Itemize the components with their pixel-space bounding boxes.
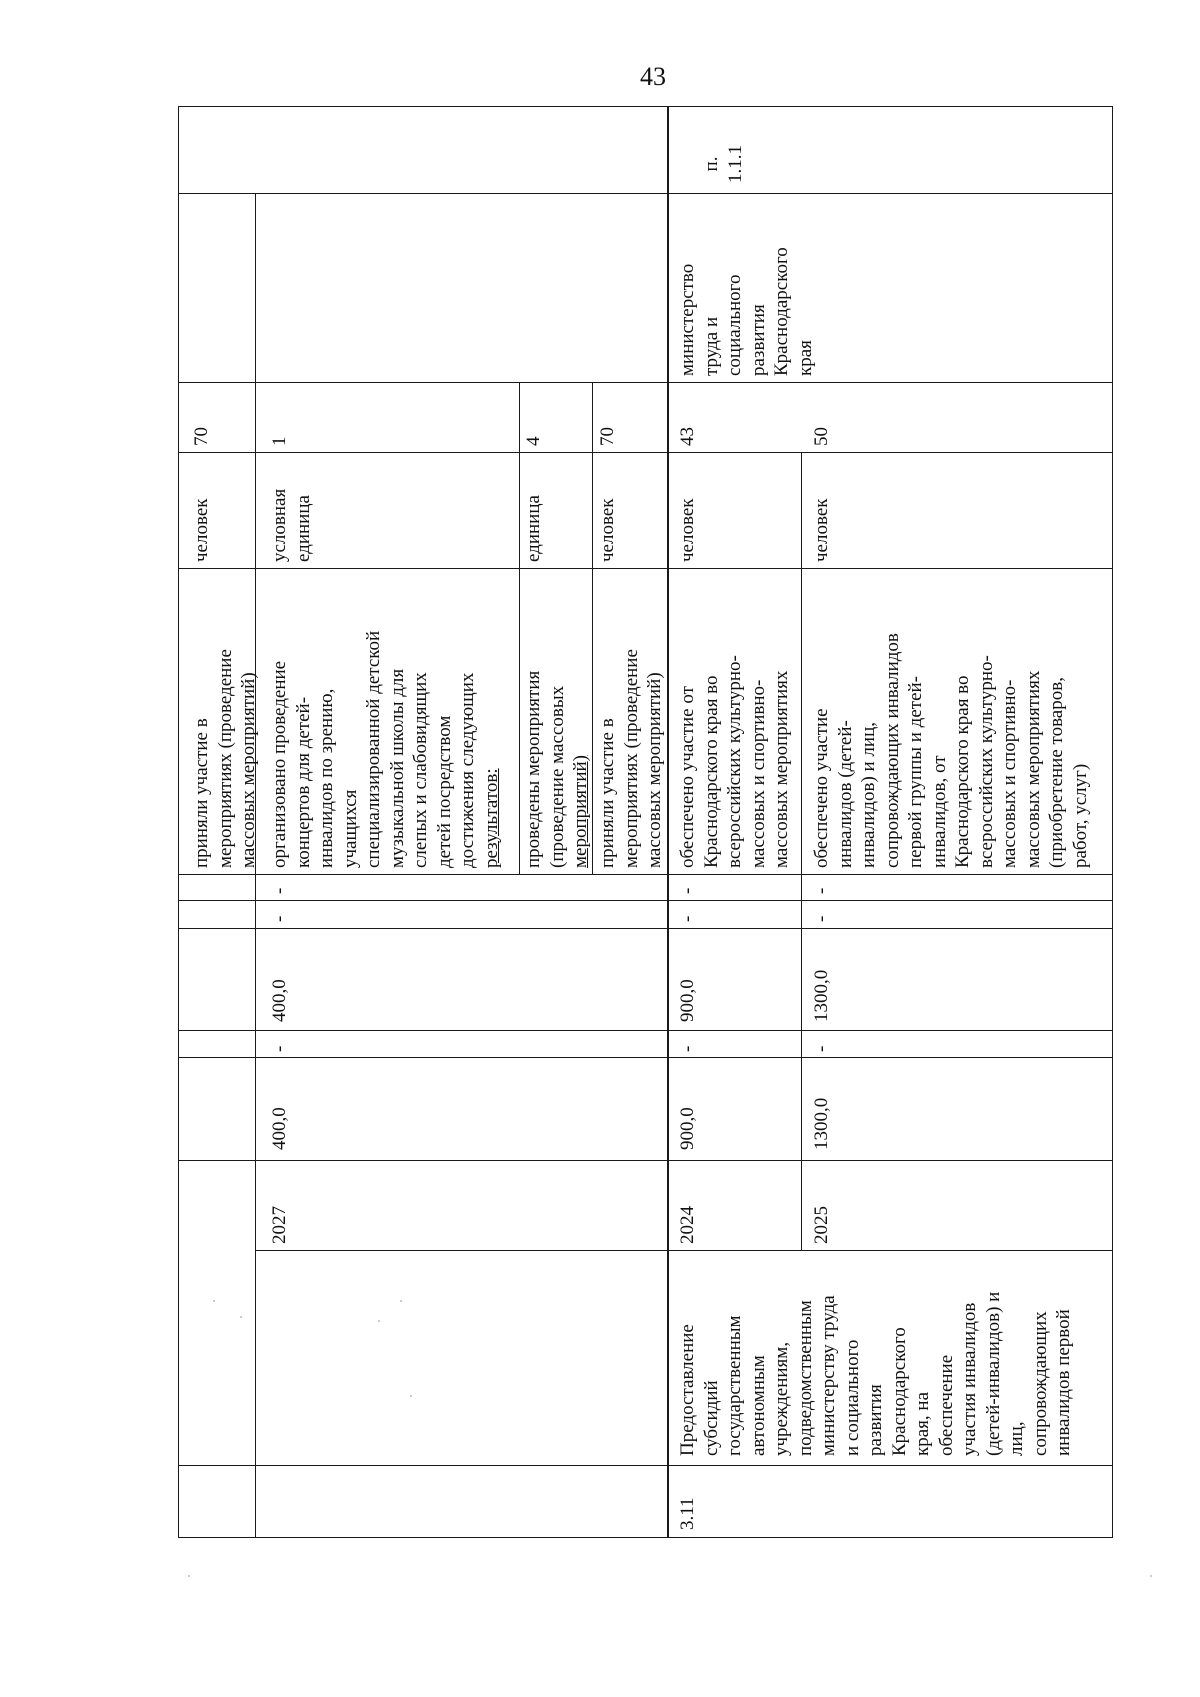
result-line: обеспечено участие — [811, 708, 832, 868]
result-line: массовых мероприятиях — [1022, 670, 1044, 868]
col-sep-unit — [178, 568, 1113, 569]
value1-2027: 1 — [269, 436, 290, 446]
result-line: инвалидов) и лиц, — [858, 721, 879, 868]
result-line: первой группы и детей- — [905, 675, 926, 868]
unit1-2027 — [268, 489, 315, 562]
result-line: результатов: — [480, 768, 502, 868]
result-line: приняли участие в — [191, 718, 212, 868]
col-sep-local — [178, 928, 1113, 929]
local-2025: - — [811, 915, 832, 922]
executor-line: труда и — [700, 316, 722, 376]
executor-311 — [676, 247, 817, 376]
result-line: специализированной детской — [363, 630, 384, 868]
table-border-bottom — [178, 1537, 1113, 1538]
year-2024: 2024 — [677, 1206, 698, 1244]
total-2025: 1300,0 — [811, 1097, 832, 1150]
unit-line: единица — [292, 495, 314, 562]
other-2024: - — [677, 887, 698, 894]
result-line: детей посредством — [433, 715, 455, 868]
name-line: развития — [865, 1384, 886, 1456]
name-line: государственным — [724, 1315, 745, 1456]
regional-2027: 400,0 — [269, 979, 290, 1022]
name-line: участия инвалидов — [959, 1302, 980, 1456]
name-line: подведомственным — [794, 1300, 816, 1456]
result-line: концертов для детей- — [292, 696, 314, 868]
value3-2027: 70 — [597, 427, 618, 446]
other-2025: - — [811, 887, 832, 894]
result-2024 — [676, 655, 794, 868]
ref-line: 1.1.1 — [724, 145, 746, 183]
result-line: всероссийских культурно- — [975, 655, 997, 868]
result-line: массовых мероприятиях — [771, 670, 792, 868]
value-2024: 43 — [677, 427, 698, 446]
result-line: (проведение массовых — [546, 685, 568, 868]
col-sep-ref — [178, 193, 1113, 194]
name-line: лиц, — [1006, 1421, 1027, 1456]
col-sep-value — [178, 452, 1113, 453]
executor-line: социального — [724, 274, 745, 376]
result-line: приняли участие в — [597, 718, 618, 868]
name-line: учреждениям, — [771, 1341, 792, 1456]
other-2027: - — [269, 887, 290, 894]
col-sep-executor — [178, 382, 1113, 383]
row-number-311: 3.11 — [677, 1497, 698, 1530]
value-2025: 50 — [811, 427, 832, 446]
local-2027: - — [269, 915, 290, 922]
result-line: обеспечено участие от — [677, 686, 698, 868]
result-line: массовых мероприятий) — [238, 672, 259, 868]
col-sep-regional — [178, 1030, 1113, 1031]
name-line: инвалидов первой — [1053, 1309, 1074, 1456]
result-line: достижения следующих — [457, 672, 478, 868]
result-line: инвалидов, от — [928, 755, 950, 868]
top-row-value: 70 — [191, 427, 212, 446]
fed-2027: - — [269, 1045, 290, 1052]
result-line: Краснодарского края во — [952, 675, 973, 868]
name-line: и социального — [841, 1339, 863, 1456]
row-sep-2025 — [801, 452, 802, 1250]
result-line: Краснодарского края во — [700, 675, 722, 868]
name-line: сопровождающих — [1029, 1311, 1051, 1456]
top-row-unit: человек — [191, 498, 212, 562]
result-line: массовых и спортивно- — [999, 679, 1020, 868]
result-line: (приобретение товаров, — [1046, 677, 1067, 868]
result1-2027 — [268, 631, 503, 868]
result3-2027 — [596, 649, 667, 868]
subrow-sep-1 — [519, 382, 520, 875]
unit-2024: человек — [677, 498, 698, 562]
col-sep-result — [178, 874, 1113, 875]
unit2-2027: единица — [523, 495, 544, 562]
executor-line: министерство — [677, 263, 698, 376]
executor-line: развития — [747, 304, 769, 376]
regional-2025: 1300,0 — [811, 969, 832, 1022]
table-border-left — [178, 106, 179, 1538]
year-2025: 2025 — [811, 1206, 832, 1244]
total-2027: 400,0 — [269, 1107, 290, 1150]
result-line: мероприятиях (проведение — [620, 649, 642, 868]
result-line: мероприятий) — [570, 755, 591, 868]
result2-2027 — [522, 671, 593, 868]
ref-line: п. — [701, 156, 722, 172]
ref-311 — [700, 145, 747, 183]
name-line: края, на — [912, 1391, 933, 1456]
fed-2024: - — [677, 1045, 698, 1052]
unit3-2027: человек — [597, 498, 618, 562]
result-line: сопровождающих инвалидов — [881, 633, 903, 868]
total-2024: 900,0 — [677, 1107, 698, 1150]
regional-2024: 900,0 — [677, 979, 698, 1022]
local-2024: - — [677, 915, 698, 922]
executor-line: края — [794, 340, 816, 376]
fed-2025: - — [811, 1045, 832, 1052]
col-sep-other — [178, 900, 1113, 901]
result-line: всероссийских культурно- — [724, 655, 745, 868]
result-line: инвалидов по зрению, — [316, 688, 337, 868]
name-line: Краснодарского — [888, 1327, 910, 1456]
result-line: слепых и слабовидящих — [410, 672, 431, 868]
row-name-311 — [676, 1292, 1076, 1456]
col-sep-total — [178, 1160, 1113, 1161]
result-line: мероприятиях (проведение — [214, 649, 236, 868]
result-line: учащихся — [339, 789, 361, 868]
result-2025 — [810, 633, 1092, 868]
name-line: Предоставление — [677, 1324, 698, 1456]
result-line: проведены мероприятия — [523, 670, 544, 868]
table-border-top — [178, 106, 1113, 107]
result-line: работ, услуг) — [1069, 763, 1091, 868]
top-row-result — [190, 649, 261, 868]
result-line: массовых и спортивно- — [747, 679, 769, 868]
name-line: субсидий — [700, 1380, 722, 1456]
name-line: автономным — [747, 1355, 769, 1456]
name-line: (детей-инвалидов) и — [982, 1291, 1004, 1456]
col-sep-year — [255, 1250, 1113, 1251]
unit-line: условная — [269, 488, 290, 562]
unit-2025: человек — [811, 498, 832, 562]
executor-line: Краснодарского — [771, 247, 792, 376]
result-line: инвалидов (детей- — [834, 720, 856, 868]
result-line: организовано проведение — [269, 660, 290, 868]
name-line: обеспечение — [935, 1354, 957, 1456]
year-2027: 2027 — [269, 1206, 290, 1244]
result-line: музыкальной школы для — [386, 668, 408, 868]
col-sep-name — [178, 1465, 1113, 1466]
result-line: массовых мероприятий) — [644, 672, 665, 868]
value2-2027: 4 — [523, 436, 544, 446]
name-line: министерству труда — [818, 1295, 839, 1456]
row-sep-311 — [667, 106, 669, 1538]
page-number: 43 — [640, 62, 666, 91]
col-sep-fed — [178, 1057, 1113, 1058]
table-border-right — [1112, 106, 1113, 1538]
